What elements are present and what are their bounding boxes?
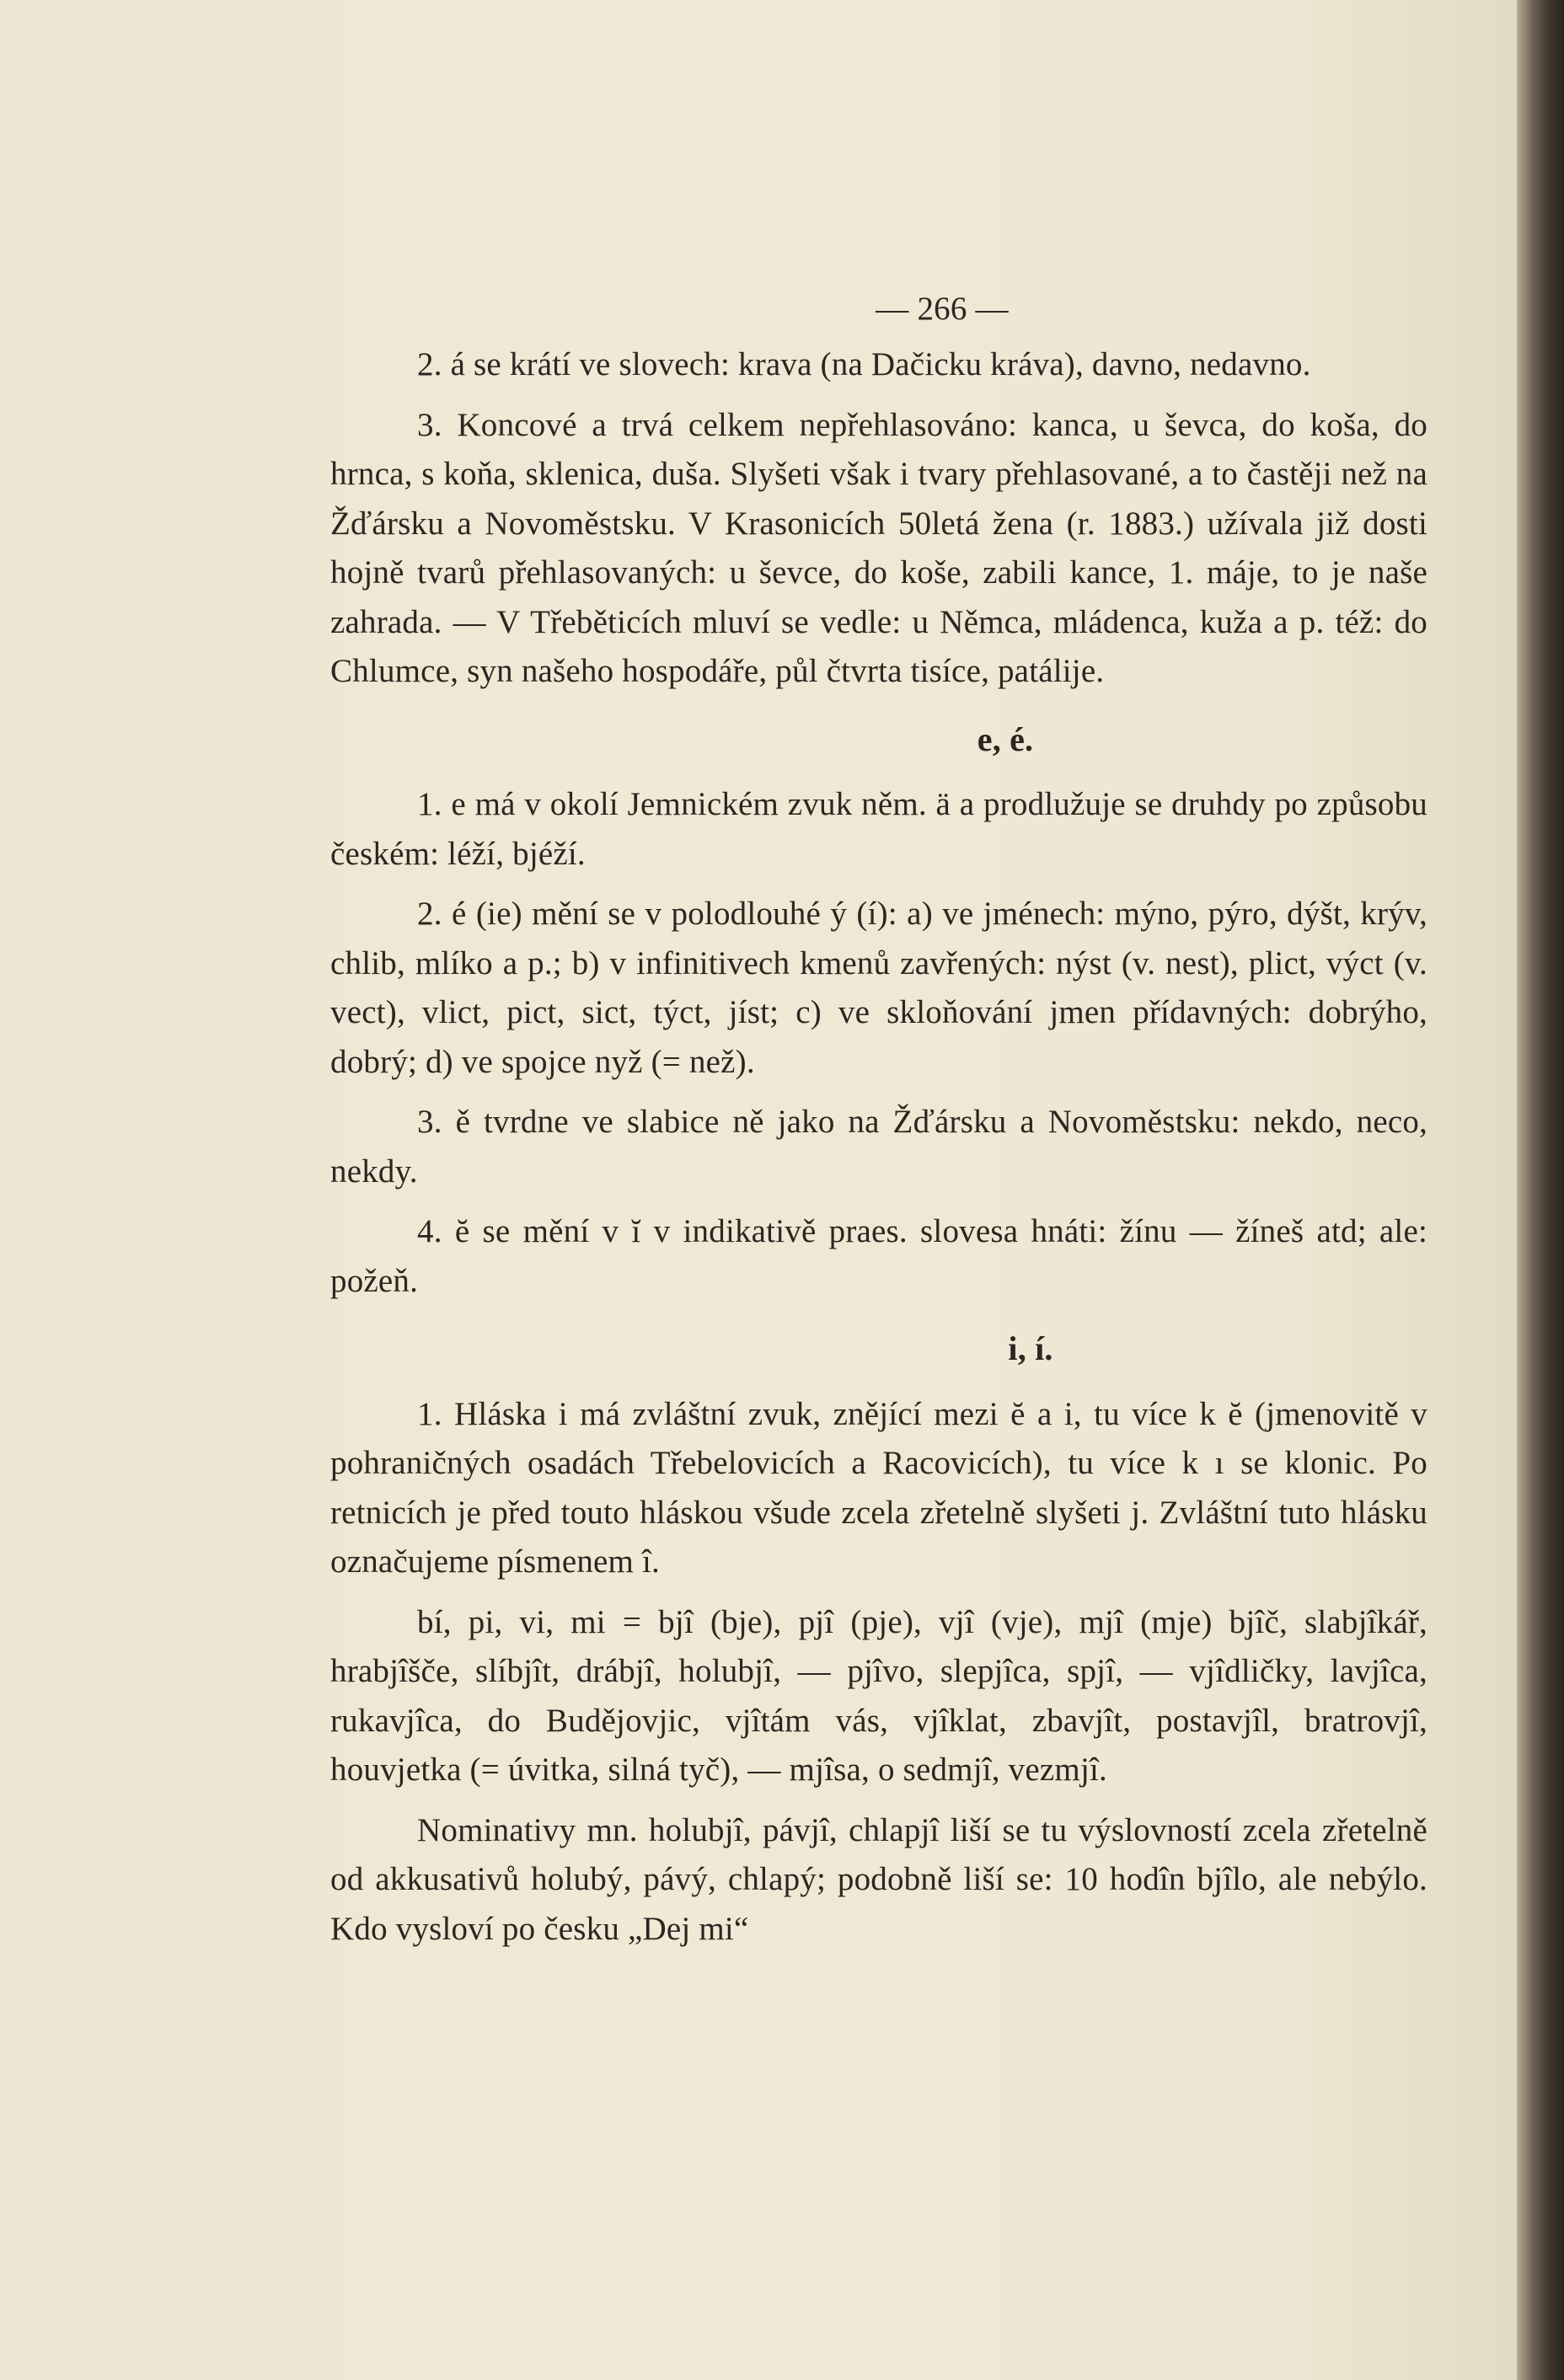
book-spine-edge <box>1517 0 1564 2380</box>
section-heading-e: e, é. <box>977 719 1034 758</box>
paragraph-a-shortening: 2. á se krátí ve slovech: krava (na Dačicku kráva), davno, nedavno. <box>417 346 1311 382</box>
paragraph-e-2: 2. é (ie) mění se v polodlouhé ý (í): a) ve jménech: mýno, pýro, dýšt, krýv, chlib, mlíko a p.; b) v infinitivech kmenů zavřených: nýst (v. nest), plict, výct (v. vect), vlict, pict, sict, týct, jíst; c) ve skloňování jmen přídavných: dobrýho, dobrý; d) ve spojce nyž (= než). <box>330 896 1427 1080</box>
page-text <box>330 278 1427 1965</box>
page-number: — 266 — <box>876 291 1009 327</box>
paragraph-i-1: 1. Hláska i má zvláštní zvuk, znějící mezi ĕ a i, tu více k ĕ (jmenovitě v pohraničných osadách Třebelovicích a Racovicích), tu více k ı se klonic. Po retnicích je před touto hláskou všude zcela zřetelně slyšeti j. Zvláštní tuto hlásku označujeme písmenem î. <box>330 1395 1427 1580</box>
section-heading-i: i, í. <box>1008 1329 1053 1367</box>
paragraph-e-4: 4. ĕ se mění v ĭ v indikativě praes. slovesa hnáti: žínu — žíneš atd; ale: požeň. <box>330 1213 1427 1299</box>
paragraph-e-3: 3. ě tvrdne ve slabice ně jako na Žďársku a Novoměstsku: nekdo, neco, nekdy. <box>330 1104 1427 1190</box>
paragraph-nominativy: Nominativy mn. holubjî, pávjî, chlapjî liší se tu výslovností zcela zřetelně od akkusativů holubý, pávý, chlapý; podobně liší se: 10 hodîn bjîlo, ale nebýlo. Kdo vysloví po česku „Dej mi“ <box>330 1811 1427 1947</box>
paragraph-final-a: 3. Koncové a trvá celkem nepřehlasováno: kanca, u ševca, do koša, do hrnca, s koňa, sklenica, duša. Slyšeti však i tvary přehlasované, a to častěji než na Žďársku a Novoměstsku. V Krasonicích 50letá žena (r. 1883.) užívala již dosti hojně tvarů přehlasovaných: u ševce, do koše, zabili kance, 1. máje, to je naše zahrada. — V Třeběticích mluví se vedle: u Němca, mládenca, kuža a p. též: do Chlumce, syn našeho hospodáře, půl čtvrta tisíce, patálije. <box>330 406 1427 689</box>
paragraph-e-1: 1. e má v okolí Jemnickém zvuk něm. ä a prodlužuje se druhdy po způsobu českém: léží, bjéží. <box>330 786 1427 872</box>
paragraph-i-examples: bí, pi, vi, mi = bjî (bje), pjî (pje), vjî (vje), mjî (mje) bjîč, slabjîkář, hrabjîšče, slíbjît, drábjî, holubjî, — pjîvo, slepjîca, spjî, — vjîdličky, lavjîca, rukavjîca, do Budějovjic, vjîtám vás, vjîklat, zbavjît, postavjîl, bratrovjî, houvjetka (= úvitka, silná tyč), — mjîsa, o sedmjî, vezmjî. <box>330 1603 1427 1788</box>
